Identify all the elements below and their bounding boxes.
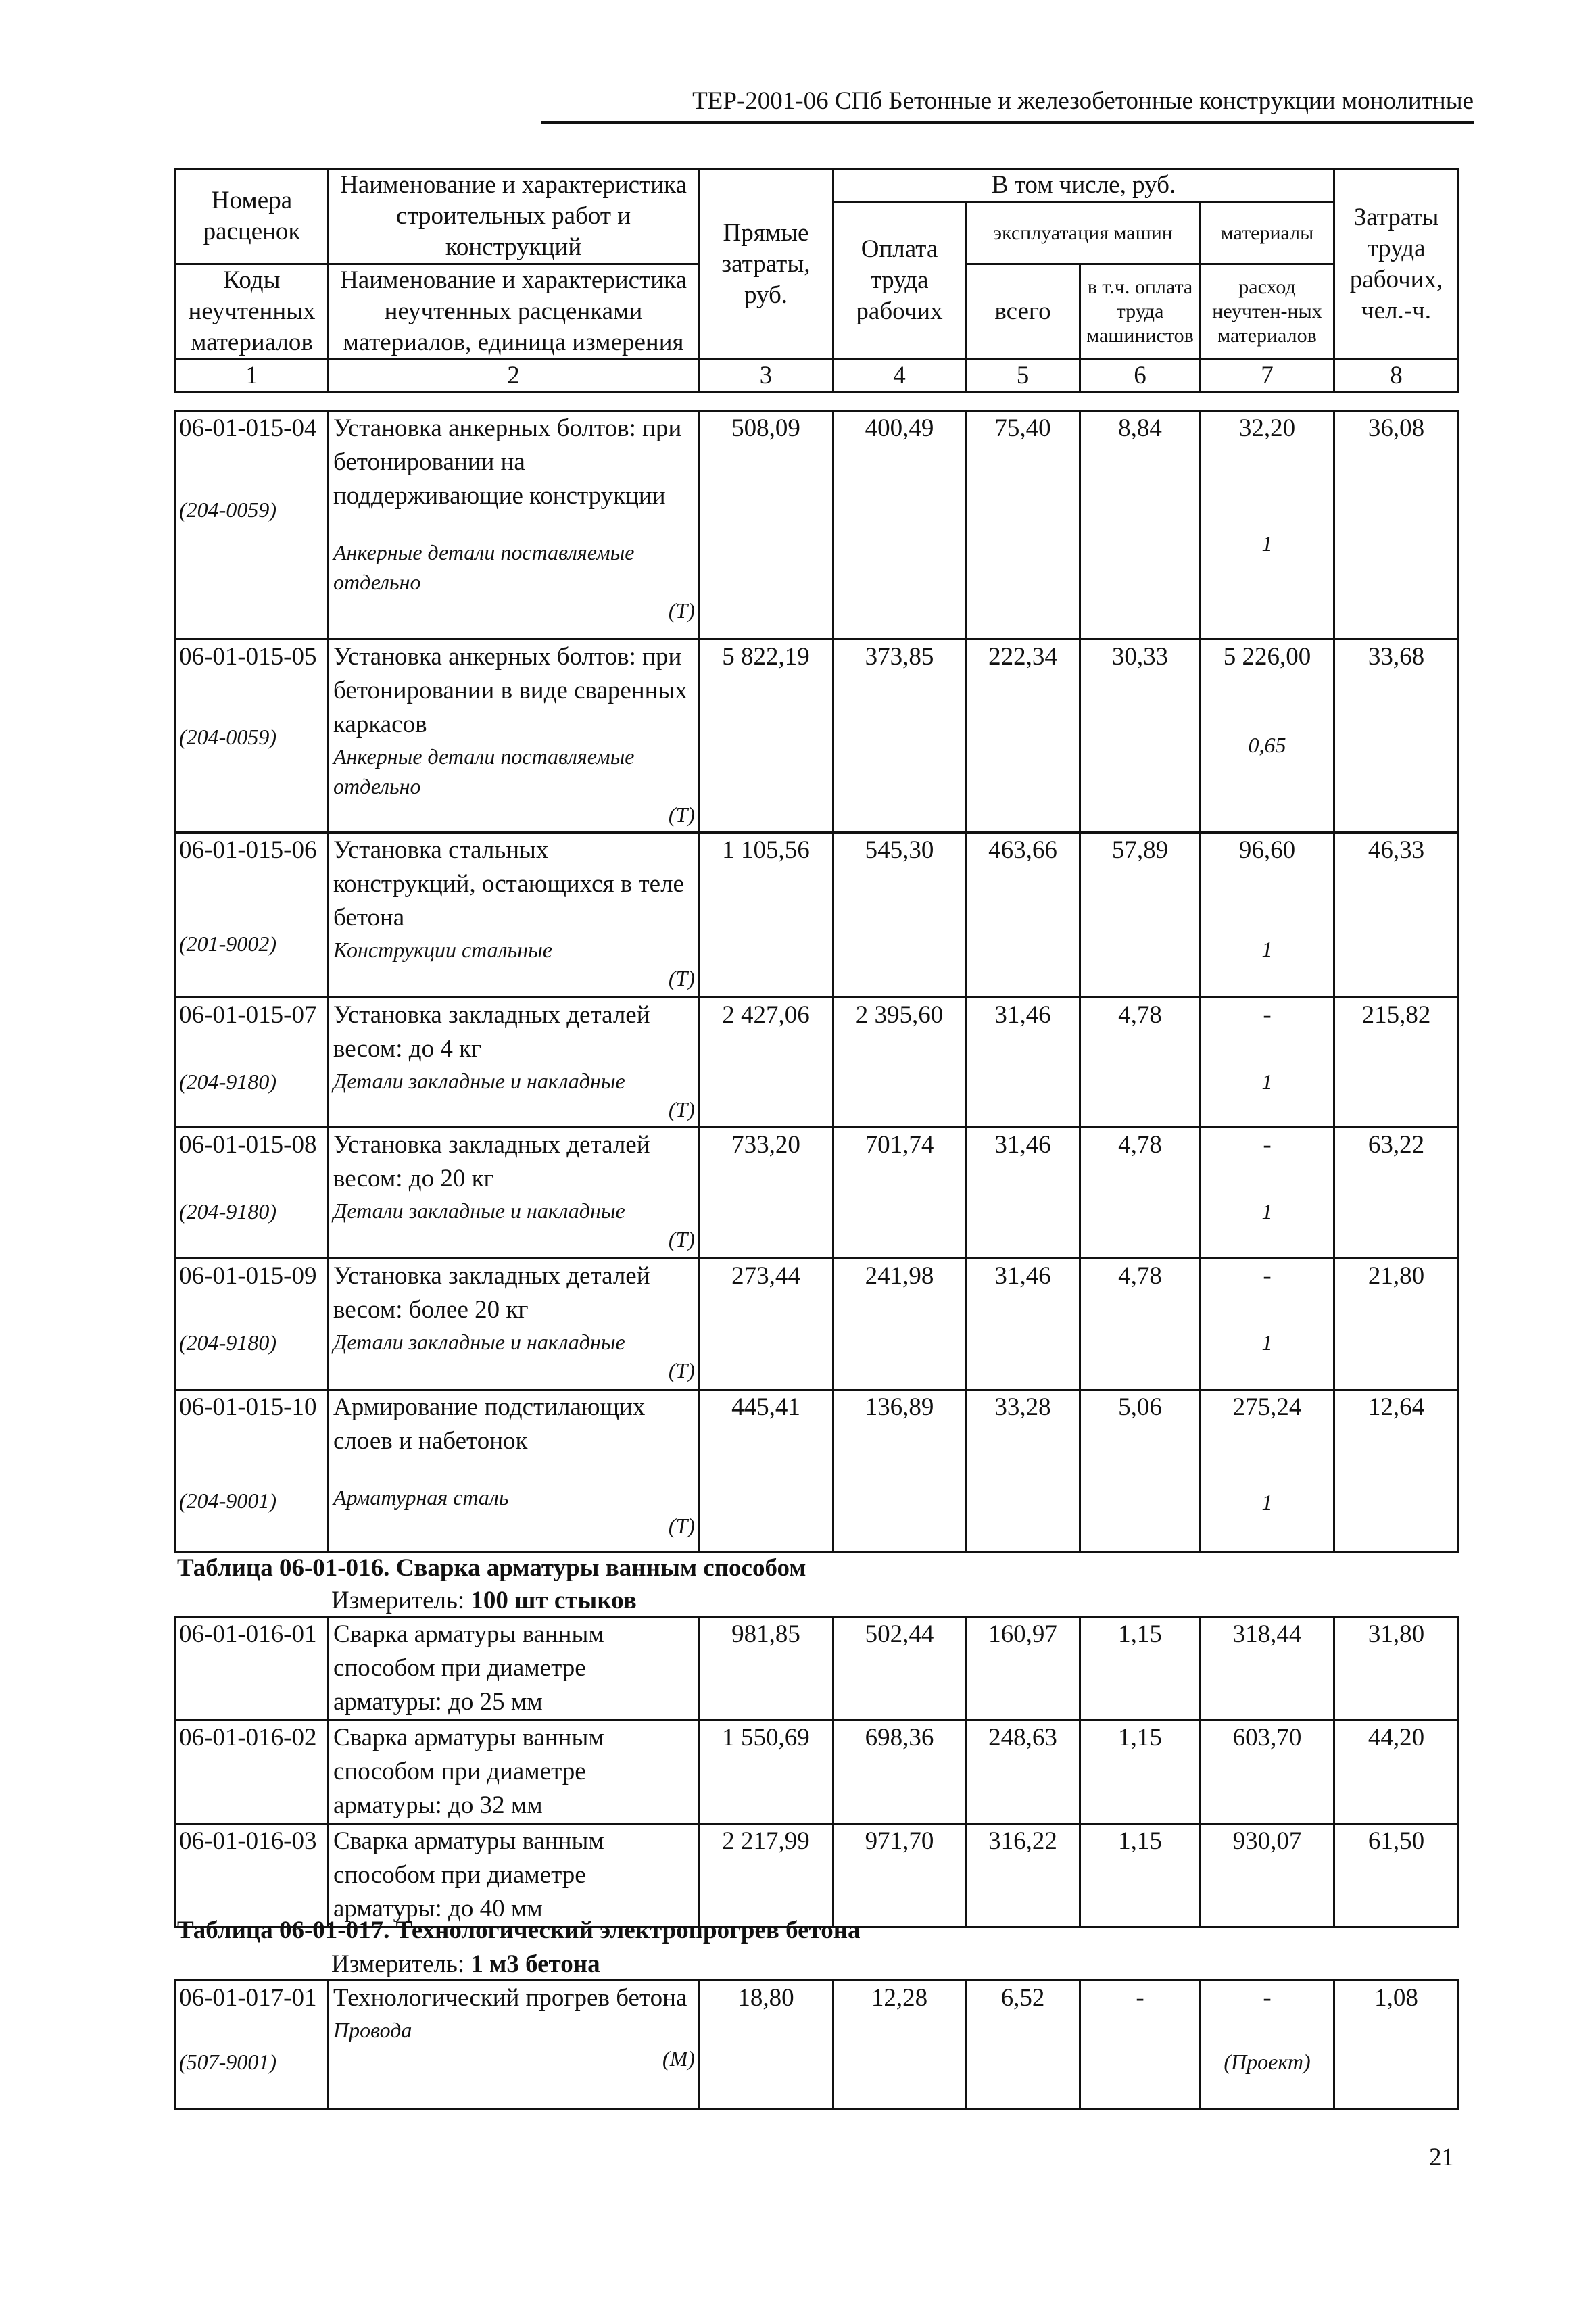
material-code: (204-9180) [179,1199,276,1224]
col-num: 8 [1334,360,1459,393]
labor-hours: 31,80 [1334,1617,1459,1720]
labor-hours: 21,80 [1334,1259,1459,1390]
direct-cost: 18,80 [699,1981,833,2109]
labor-hours: 215,82 [1334,998,1459,1128]
work-name: Установка закладных деталей весом: до 4 кг [333,1001,650,1063]
material-qty: 0,65 [1248,733,1286,757]
unit-label: Измеритель: [331,1587,465,1614]
operator-cost: 4,78 [1080,998,1201,1128]
rate-code: 06-01-017-01 [179,1984,317,2012]
material-code: (204-0059) [179,725,276,749]
labor-cost: 12,28 [833,1981,966,2109]
table-row [176,1390,1459,1552]
table-row [176,1824,1459,1927]
machine-cost: 75,40 [966,411,1080,640]
material-tag: (Т) [668,598,695,623]
material-tag: (Т) [668,1514,695,1538]
machine-cost: 316,22 [966,1824,1080,1927]
col-num: 3 [699,360,833,393]
header-machines: эксплуатация машин [966,202,1201,264]
col-num: 2 [329,360,699,393]
direct-cost: 5 822,19 [699,640,833,833]
table-row [176,640,1459,833]
material-cost: - [1263,1262,1272,1290]
material-name: Анкерные детали поставляемые отдельно [333,540,635,594]
page-header: ТЕР-2001-06 СПб Бетонные и железобетонные конструкции монолитные [541,87,1474,124]
labor-hours: 33,68 [1334,640,1459,833]
material-name: Провода [333,2018,412,2042]
labor-cost: 241,98 [833,1259,966,1390]
operator-cost: 4,78 [1080,1128,1201,1259]
direct-cost: 2 427,06 [699,998,833,1128]
material-name: Детали закладные и накладные [333,1199,625,1223]
material-qty: 1 [1261,1199,1273,1224]
col-num: 4 [833,360,966,393]
table-row [176,1128,1459,1259]
page-number: 21 [1429,2144,1454,2171]
material-tag: (М) [662,2046,695,2071]
table-017 [174,1979,1459,2110]
direct-cost: 733,20 [699,1128,833,1259]
header-material-name: Наименование и характеристика неучтенных расценками материалов, единица измерения [329,264,699,360]
material-cost: 603,70 [1201,1720,1334,1824]
rate-code: 06-01-015-09 [179,1262,317,1290]
labor-hours: 61,50 [1334,1824,1459,1927]
labor-cost: 701,74 [833,1128,966,1259]
material-tag: (Т) [668,966,695,990]
table-row [176,1259,1459,1390]
material-qty: 1 [1261,1069,1273,1094]
table-row [176,1981,1459,2109]
material-cost: 930,07 [1201,1824,1334,1927]
rate-code: 06-01-016-01 [176,1617,329,1720]
table-row [176,1720,1459,1824]
header-materials: материалы [1201,202,1334,264]
material-code: (204-0059) [179,498,276,522]
operator-cost: - [1080,1981,1201,2109]
operator-cost: 57,89 [1080,833,1201,998]
work-name: Сварка арматуры ванным способом при диаметре арматуры: до 40 мм [329,1824,699,1927]
rate-code: 06-01-015-10 [179,1393,317,1421]
header-direct-costs: Прямые затраты, руб. [699,169,833,360]
material-cost: 275,24 [1232,1393,1302,1421]
work-name: Установка стальных конструкций, остающихся в теле бетона [333,836,684,932]
material-name: Арматурная сталь [333,1485,509,1510]
labor-cost: 971,70 [833,1824,966,1927]
header-including: В том числе, руб. [833,169,1334,202]
operator-cost: 5,06 [1080,1390,1201,1552]
col-num: 1 [176,360,329,393]
header-worker-pay: Оплата труда рабочих [833,202,966,360]
table-015 [174,410,1459,1553]
material-qty: 1 [1261,937,1273,961]
work-name: Технологический прогрев бетона [333,1984,687,2012]
material-qty: 1 [1261,1490,1273,1514]
unit-value: 100 шт стыков [470,1587,637,1614]
material-qty: 1 [1261,1330,1273,1355]
operator-cost: 30,33 [1080,640,1201,833]
unit-value: 1 м3 бетона [470,1950,600,1978]
header-rate-numbers: Номера расценок [176,169,329,264]
rate-code: 06-01-016-02 [176,1720,329,1824]
labor-cost: 545,30 [833,833,966,998]
operator-cost: 1,15 [1080,1720,1201,1824]
material-name: Детали закладные и накладные [333,1069,625,1093]
operator-cost: 8,84 [1080,411,1201,640]
section-016-unit [331,1586,637,1615]
material-tag: (Т) [668,802,695,827]
header-material-codes: Коды неучтенных материалов [176,264,329,360]
material-cost: - [1263,1001,1272,1029]
col-num: 7 [1201,360,1334,393]
table-016 [174,1616,1459,1928]
labor-cost: 2 395,60 [833,998,966,1128]
labor-hours: 1,08 [1334,1981,1459,2109]
table-row [176,1617,1459,1720]
material-name: Анкерные детали поставляемые отдельно [333,744,635,798]
section-017-unit [331,1950,600,1979]
col-num: 6 [1080,360,1201,393]
rate-code: 06-01-015-05 [179,643,317,671]
labor-hours: 36,08 [1334,411,1459,640]
machine-cost: 222,34 [966,640,1080,833]
operator-cost: 1,15 [1080,1824,1201,1927]
material-cost: 318,44 [1201,1617,1334,1720]
unit-label: Измеритель: [331,1950,465,1978]
material-code: (204-9001) [179,1489,276,1513]
table-row [176,833,1459,998]
labor-cost: 373,85 [833,640,966,833]
material-cost: - [1263,1984,1272,2012]
section-017-title: Таблица 06-01-017. Технологический электропрогрев бетона [177,1916,861,1944]
table-row [176,411,1459,640]
labor-hours: 46,33 [1334,833,1459,998]
material-cost: 5 226,00 [1223,643,1311,671]
work-name: Установка закладных деталей весом: более 20 кг [333,1262,650,1324]
rate-code: 06-01-015-08 [179,1131,317,1159]
material-name: Конструкции стальные [333,938,552,962]
header-work-name: Наименование и характеристика строительных работ и конструкций [329,169,699,264]
material-cost: 96,60 [1238,836,1296,864]
rate-code: 06-01-016-03 [176,1824,329,1927]
operator-cost: 1,15 [1080,1617,1201,1720]
rate-code: 06-01-015-06 [179,836,317,864]
work-name: Сварка арматуры ванным способом при диаметре арматуры: до 32 мм [329,1720,699,1824]
labor-cost: 400,49 [833,411,966,640]
material-code: (204-9180) [179,1069,276,1094]
material-name: Детали закладные и накладные [333,1330,625,1354]
header-machines-total: всего [966,264,1080,360]
table-header [174,168,1459,393]
rate-code: 06-01-015-07 [179,1001,317,1029]
material-code: (204-9180) [179,1330,276,1355]
machine-cost: 248,63 [966,1720,1080,1824]
work-name: Армирование подстилающих слоев и набетонок [333,1393,646,1455]
labor-cost: 698,36 [833,1720,966,1824]
direct-cost: 1 105,56 [699,833,833,998]
direct-cost: 445,41 [699,1390,833,1552]
machine-cost: 6,52 [966,1981,1080,2109]
material-qty: (Проект) [1224,2050,1311,2074]
work-name: Сварка арматуры ванным способом при диаметре арматуры: до 25 мм [329,1617,699,1720]
material-code: (201-9002) [179,932,276,956]
labor-cost: 136,89 [833,1390,966,1552]
header-unaccounted-materials: расход неучтен-ных материалов [1201,264,1334,360]
machine-cost: 463,66 [966,833,1080,998]
direct-cost: 2 217,99 [699,1824,833,1927]
direct-cost: 273,44 [699,1259,833,1390]
material-tag: (Т) [668,1227,695,1251]
labor-cost: 502,44 [833,1617,966,1720]
labor-hours: 63,22 [1334,1128,1459,1259]
material-tag: (Т) [668,1358,695,1382]
table-row [176,998,1459,1128]
header-operator-pay: в т.ч. оплата труда машинистов [1080,264,1201,360]
machine-cost: 31,46 [966,1259,1080,1390]
rate-code: 06-01-015-04 [179,414,317,442]
work-name: Установка закладных деталей весом: до 20 кг [333,1131,650,1192]
direct-cost: 1 550,69 [699,1720,833,1824]
labor-hours: 12,64 [1334,1390,1459,1552]
material-cost: 32,20 [1238,414,1296,442]
machine-cost: 33,28 [966,1390,1080,1552]
work-name: Установка анкерных болтов: при бетонировании в виде сваренных каркасов [333,643,687,738]
material-qty: 1 [1261,531,1273,556]
machine-cost: 31,46 [966,1128,1080,1259]
material-code: (507-9001) [179,2050,276,2074]
material-tag: (Т) [668,1097,695,1121]
machine-cost: 31,46 [966,998,1080,1128]
section-016-title: Таблица 06-01-016. Сварка арматуры ванным способом [177,1554,806,1582]
material-cost: - [1263,1131,1272,1159]
col-num: 5 [966,360,1080,393]
machine-cost: 160,97 [966,1617,1080,1720]
direct-cost: 508,09 [699,411,833,640]
header-labor-hours: Затраты труда рабочих, чел.-ч. [1334,169,1459,360]
work-name: Установка анкерных болтов: при бетонировании на поддерживающие конструкции [333,414,682,510]
operator-cost: 4,78 [1080,1259,1201,1390]
labor-hours: 44,20 [1334,1720,1459,1824]
direct-cost: 981,85 [699,1617,833,1720]
